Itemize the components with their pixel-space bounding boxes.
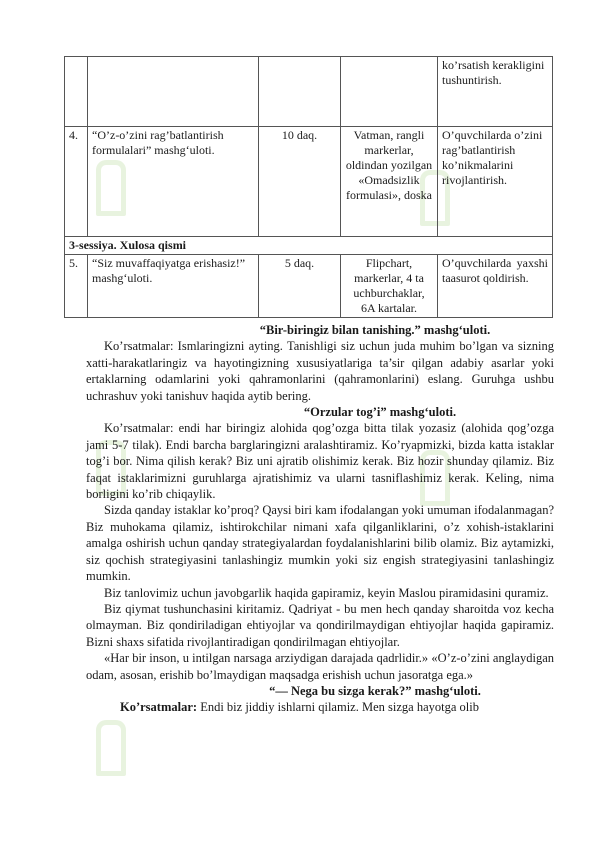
section-title: “— Nega bu sizga kerak?” mashg‘uloti. xyxy=(269,683,481,698)
time-cell: 10 daq. xyxy=(259,127,341,237)
row-number: 4. xyxy=(65,127,88,237)
session-row xyxy=(65,237,553,255)
section-title: “Bir-biringiz bilan tanishing.” mashg‘uloti. xyxy=(259,323,491,337)
task-cell: “Siz muvaffaqiyatga erishasiz!” mashg‘uloti. xyxy=(88,255,259,318)
table-row xyxy=(65,127,553,237)
table-row xyxy=(65,255,553,318)
watermark-logo-icon xyxy=(96,720,126,776)
row-number: 5. xyxy=(65,255,88,318)
task-cell: “O’z-o’zini rag’batlantirish formulalari” mashg‘uloti. xyxy=(88,127,259,237)
goal-cell: O’quvchilarda o’zini rag’batlantirish ko’nikmalarini rivojlantirish. xyxy=(438,127,553,237)
paragraph: Ko’rsatmalar: endi har biringiz alohida qog’ozga bitta tilak yozasiz (alohida qog’ozga jami 5-7 tilak). Endi barcha barglaringizni aralashtiramiz. Ko’ryapmizki, bizda katta istaklar tog’i bor. Nima qilish kerak? Biz uni ajratib olishimiz kerak. Biz hozir shunday qilamiz. Biz faqat istaklarimizni guruhlarga ajratishimiz va ularni tasniflashimiz kerak. Keling, nima borligini ko’rib chiqaylik. xyxy=(86,421,554,502)
time-cell: 5 daq. xyxy=(259,255,341,318)
table-row xyxy=(65,57,553,127)
materials-cell: Flipchart, markerlar, 4 ta uchburchaklar, 6A kartalar. xyxy=(341,255,438,318)
paragraph: «Har bir inson, u intilgan narsaga arziydigan darajada qadrlidir.» «O’z-o’zini anglaydigan odam, asosan, erishib bo’lmaydigan maqsadga erishish uchun jasoratga ega.» xyxy=(86,651,554,682)
paragraph xyxy=(86,699,554,715)
goal-cell: O’quvchilarda yaxshi taasurot qoldirish. xyxy=(438,255,553,318)
session-heading: 3-sessiya. Xulosa qismi xyxy=(65,237,553,255)
goal-cell: ko’rsatish kerakligini tushuntirish. xyxy=(438,57,553,127)
instructions-label: Ko’rsatmalar: xyxy=(120,700,198,715)
document-body xyxy=(86,322,554,716)
paragraph: Biz qiymat tushunchasini kiritamiz. Qadriyat - bu men hech qanday sharoitda voz kecha olmayman. Biz qondiriladigan ehtiyojlar va qondirilmaydigan ehtiyojlar haqida gapiramiz. Bizni shaxs sifatida rivojlantiradigan qondirilmagan ehtiyojlar. xyxy=(86,601,554,649)
lesson-plan-table xyxy=(64,56,553,318)
paragraph: Ko’rsatmalar: Ismlaringizni ayting. Tanishligi siz uchun juda muhim bo’lgan va sizning xatti-harakatlaringiz va hayotingizning xususiyatlariga ta’sir qilgan adabiy asarlar yoki ertaklarning odamlarini yoki qahramonlarini (qahramonlarini) eslang. Guruhga ushbu uchrashuv yoki tanishuv haqida aytib bering. xyxy=(86,339,554,403)
materials-cell: Vatman, rangli markerlar, oldindan yozilgan «Omadsizlik formulasi», doska xyxy=(341,127,438,237)
paragraph: Biz tanlovimiz uchun javobgarlik haqida gapiramiz, keyin Maslou piramidasini quramiz. xyxy=(104,585,549,600)
paragraph: Sizda qanday istaklar ko’proq? Qaysi biri kam ifodalangan yoki umuman ifodalanmagan? Biz muhokama qilamiz, ishtirokchilar nimani xafa qilganliklarini, o’z xohish-istaklarini amalga oshirish uchun qanday strategiyalardan foydalanishlarini bilib olamiz. Biz aytamizki, siz qochish strategiyasini tanlashingiz mumkin yoki siz engish strategiyasini tanlashingiz mumkin. xyxy=(86,503,554,584)
paragraph-text: Endi biz jiddiy ishlarni qilamiz. Men sizga hayotga olib xyxy=(200,700,479,715)
section-title: “Orzular tog’i” mashg‘uloti. xyxy=(303,405,457,420)
